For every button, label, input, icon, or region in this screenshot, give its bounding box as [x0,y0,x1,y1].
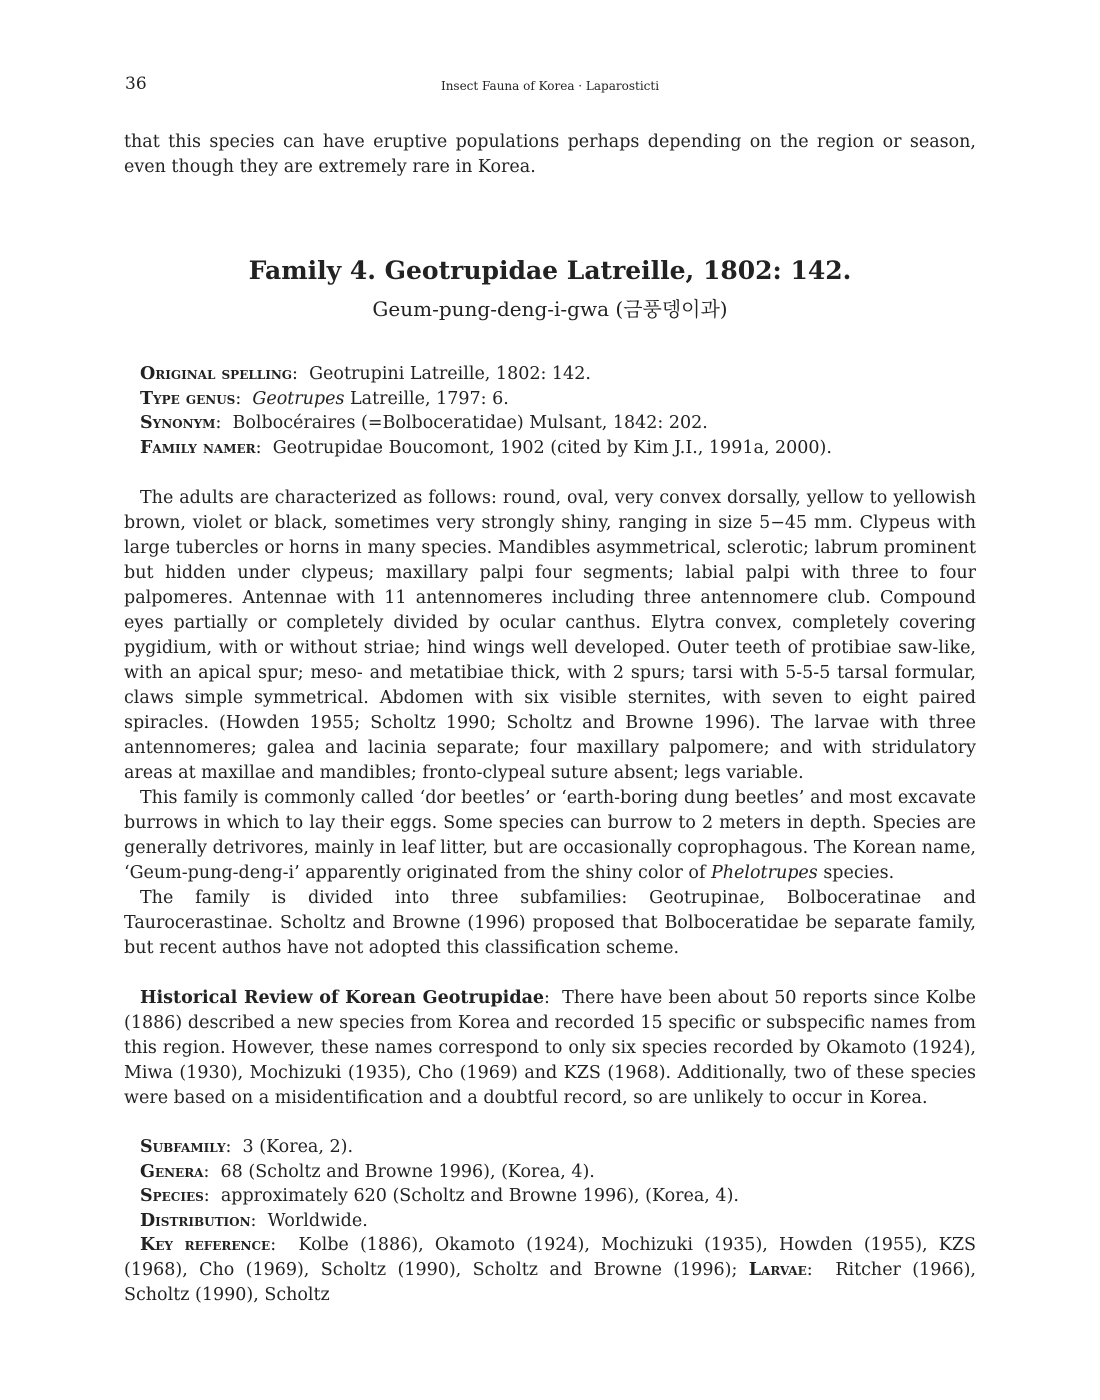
key-reference-label: Key reference [140,1235,271,1256]
genera-line: Genera: 68 (Scholtz and Browne 1996), (Korea, 4). [140,1161,595,1182]
larvae-label: Larvae [748,1259,807,1280]
subfamily-label: Subfamily [140,1137,226,1157]
subfamily-line: Subfamily: 3 (Korea, 2). [140,1137,354,1157]
description-paragraph-2 [124,786,976,886]
synonym-value: Bolbocéraires (=Bolboceratidae) Mulsant, 1842: 202. [232,413,708,433]
type-genus-name: Geotrupes [252,388,345,409]
species-label: Species [140,1186,204,1207]
type-genus-line: Type genus: Geotrupes Latreille, 1797: 6. [140,388,509,409]
summary-block [124,1135,976,1307]
species-line: Species: approximately 620 (Scholtz and Browne 1996), (Korea, 4). [140,1186,739,1207]
historical-review-block [124,986,976,1111]
original-spelling-value: Geotrupini Latreille, 1802: 142. [309,364,591,384]
family-title: Family 4. Geotrupidae Latreille, 1802: 142. [248,256,852,285]
synonym-label: Synonym [140,413,216,433]
family-subtitle: Geum-pung-deng-i-gwa (금풍뎅이과) [372,297,728,321]
type-genus-label: Type genus [140,388,236,409]
description-block [124,486,976,961]
intro-paragraph [124,130,976,180]
historical-review-text: There have been about 50 reports since Kolbe (1886) described a new species from Korea and recorded 15 specific or subspecific names from this region. However, these names correspond to only six species recorded by Okamoto (1924), Miwa (1930), Mochizuki (1935), Cho (1969) and KZS (1968). Additionally, two of these species were based on a misidentification and a doubtful record, so are unlikely to occur in Korea. [124,988,976,1108]
key-reference-value: Kolbe (1886), Okamoto (1924), Mochizuki (1935), Howden (1955), KZS (1968), Cho (1969), Scholtz (1990), Scholtz and Browne (1996); [124,1235,976,1280]
distribution-line: Distribution: Worldwide. [140,1210,368,1231]
distribution-value: Worldwide. [267,1210,368,1231]
species-value: approximately 620 (Scholtz and Browne 1996), (Korea, 4). [220,1186,739,1207]
family-namer-label: Family namer [140,437,256,458]
subfamily-value: 3 (Korea, 2). [242,1137,354,1157]
key-reference-line: Key reference: Kolbe (1886), Okamoto (1924), Mochizuki (1935), Howden (1955), KZS (1968), Cho (1969), Scholtz (1990), Scholtz and Browne (1996); Larvae: Ritcher (1966), Scholtz (1990), Scholtz [124,1235,976,1305]
historical-review-heading: Historical Review of Korean Geotrupidae [140,988,545,1008]
type-genus-value: Latreille, 1797: 6. [344,388,509,409]
original-spelling-line: Original spelling: Geotrupini Latreille, 1802: 142. [140,364,591,384]
genera-value: 68 (Scholtz and Browne 1996), (Korea, 4). [220,1161,595,1182]
synonym-line: Synonym: Bolbocéraires (=Bolboceratidae) Mulsant, 1842: 202. [140,413,708,433]
intro-text: that this species can have eruptive populations perhaps depending on the region or season, even though they are extremely rare in Korea. [124,132,976,177]
family-namer-line: Family namer: Geotrupidae Boucomont, 1902 (cited by Kim J.I., 1991a, 2000). [140,437,832,458]
genera-label: Genera [140,1161,204,1182]
genus-phelotrupes: Phelotrupes [711,863,818,883]
description-paragraph-1: The adults are characterized as follows: round, oval, very convex dorsally, yellow to yellowish brown, violet or black, sometimes very strongly shiny, ranging in size 5−45 mm. Clypeus with large tubercles or horns in many species. Mandibles asymmetrical, sclerotic; labrum prominent but hidden under clypeus; maxillary palpi four segments; labial palpi with three to four palpomeres. Antennae with 11 antennomeres including three antennomere club. Compound eyes partially or completely divided by ocular canthus. Elytra convex, completely covering pygidium, with or without striae; hind wings well developed. Outer teeth of protibiae saw-like, with an apical spur; meso- and metatibiae thick, with 2 spurs; tarsi with 5-5-5 tarsal formular, claws simple symmetrical. Abdomen with six visible sternites, with seven to eight paired spiracles. (Howden 1955; Scholtz 1990; Scholtz and Browne 1996). The larvae with three antennomeres; galea and lacinia separate; four maxillary palpomere; and with stridulatory areas at maxillae and mandibles; fronto-clypeal suture absent; legs variable. [124,488,976,783]
taxonomy-block [140,362,976,460]
description-p2-after: species. [817,863,895,883]
running-head: Insect Fauna of Korea · Laparosticti [440,79,660,93]
original-spelling-label: Original spelling [140,364,293,384]
distribution-label: Distribution [140,1210,251,1231]
larvae-value: Ritcher (1966), Scholtz (1990), Scholtz [124,1259,976,1305]
description-paragraph-3: The family is divided into three subfamilies: Geotrupinae, Bolboceratinae and Taurocerastinae. Scholtz and Browne (1996) proposed that Bolboceratidae be separate family, but recent authos have not adopted this classification scheme. [124,888,976,958]
family-namer-value: Geotrupidae Boucomont, 1902 (cited by Kim J.I., 1991a, 2000). [272,437,832,458]
historical-review-paragraph: Historical Review of Korean Geotrupidae: There have been about 50 reports since Kolbe (1886) described a new species from Korea and recorded 15 specific or subspecific names from this region. However, these names correspond to only six species recorded by Okamoto (1924), Miwa (1930), Mochizuki (1935), Cho (1969) and KZS (1968). Additionally, two of these species were based on a misidentification and a doubtful record, so are unlikely to occur in Korea. [124,988,976,1108]
description-p2-before: This family is commonly called ‘dor beetles’ or ‘earth-boring dung beetles’ and most excavate burrows in which to lay their eggs. Some species can burrow to 2 meters in depth. Species are generally detrivores, mainly in leaf litter, but are occasionally coprophagous. The Korean name, ‘Geum-pung-deng-i’ apparently originated from the shiny color of [124,788,976,883]
page-number: 36 [125,74,147,94]
